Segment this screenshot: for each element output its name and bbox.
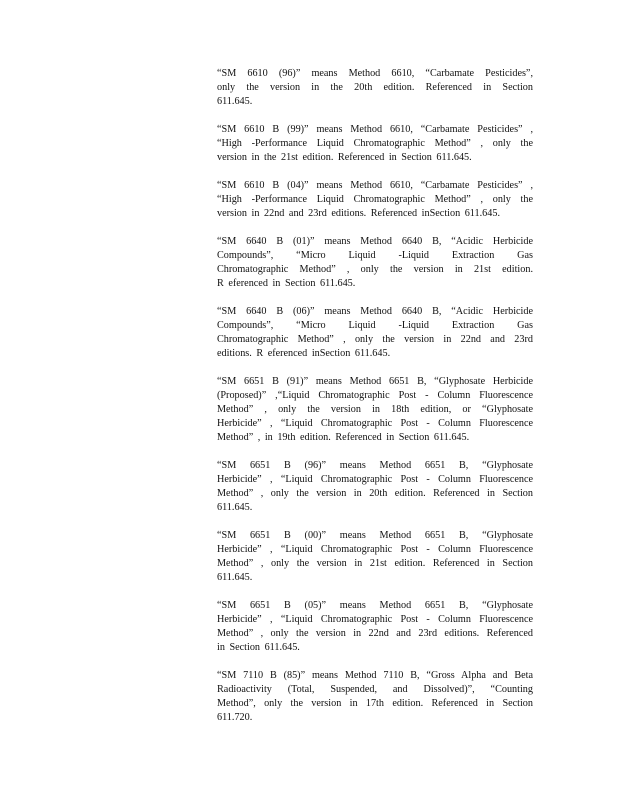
text-line: in Section 611.645.	[217, 642, 300, 653]
text-line: “SM 6651 B (00)” means Method 6651 B, “Glyphosate	[217, 530, 533, 541]
text-line: “SM 6640 B (06)” means Method 6640 B, “Acidic Herbicide	[217, 306, 533, 317]
text-line: Herbicide” , “Liquid Chromatographic Post - Column Fluorescence	[217, 544, 533, 555]
text-line: Herbicide” , “Liquid Chromatographic Post - Column Fluorescence	[217, 474, 533, 485]
text-line: “SM 6610 B (04)” means Method 6610, “Carbamate Pesticides” ,	[217, 180, 533, 191]
text-line: R eferenced in Section 611.645.	[217, 278, 356, 289]
text-line: Method” , only the version in 20th edition. Referenced in Section	[217, 488, 533, 499]
text-line: Compounds”, “Micro Liquid -Liquid Extraction Gas	[217, 250, 533, 261]
text-line: “SM 6651 B (91)” means Method 6651 B, “Glyphosate Herbicide	[217, 376, 533, 387]
text-line: “SM 6651 B (96)” means Method 6651 B, “Glyphosate	[217, 460, 533, 471]
text-line: “SM 6610 (96)” means Method 6610, “Carbamate Pesticides”,	[217, 68, 533, 79]
text-line: Chromatographic Method” , only the version in 22nd and 23rd	[217, 334, 533, 345]
text-line: editions. R eferenced inSection 611.645.	[217, 348, 391, 359]
text-line: Method” , in 19th edition. Referenced in Section 611.645.	[217, 432, 470, 443]
text-line: Method” , only the version in 18th edition, or “Glyphosate	[217, 404, 533, 415]
text-line: “SM 6610 B (99)” means Method 6610, “Carbamate Pesticides” ,	[217, 124, 533, 135]
text-line: (Proposed)” ,“Liquid Chromatographic Post - Column Fluorescence	[217, 390, 533, 401]
text-line: “SM 6651 B (05)” means Method 6651 B, “Glyphosate	[217, 600, 533, 611]
text-line: only the version in the 20th edition. Referenced in Section	[217, 82, 533, 93]
definition-sm-6610-96	[217, 67, 533, 109]
definition-sm-6610-b-04	[217, 179, 533, 221]
definition-sm-6651-b-00	[217, 529, 533, 585]
text-line: Method” , only the version in 21st edition. Referenced in Section	[217, 558, 533, 569]
text-line: Herbicide” , “Liquid Chromatographic Post - Column Fluorescence	[217, 614, 533, 625]
definition-sm-6651-b-96	[217, 459, 533, 515]
definition-sm-6640-b-06	[217, 305, 533, 361]
text-line: “High -Performance Liquid Chromatographic Method” , only the	[217, 194, 533, 205]
text-line: 611.645.	[217, 572, 253, 583]
text-line: Herbicide” , “Liquid Chromatographic Post - Column Fluorescence	[217, 418, 533, 429]
definition-sm-7110-b-85	[217, 669, 533, 725]
text-line: version in 22nd and 23rd editions. Referenced inSection 611.645.	[217, 208, 500, 219]
text-line: Compounds”, “Micro Liquid -Liquid Extraction Gas	[217, 320, 533, 331]
text-line: Method”, only the version in 17th edition. Referenced in Section	[217, 698, 533, 709]
document-body	[217, 67, 533, 739]
definition-sm-6610-b-99	[217, 123, 533, 165]
definition-sm-6640-b-01	[217, 235, 533, 291]
text-line: “SM 7110 B (85)” means Method 7110 B, “Gross Alpha and Beta	[217, 670, 533, 681]
text-line: “SM 6640 B (01)” means Method 6640 B, “Acidic Herbicide	[217, 236, 533, 247]
text-line: 611.720.	[217, 712, 253, 723]
text-line: Radioactivity (Total, Suspended, and Dissolved)”, “Counting	[217, 684, 533, 695]
text-line: 611.645.	[217, 96, 253, 107]
text-line: 611.645.	[217, 502, 253, 513]
text-line: Method” , only the version in 22nd and 23rd editions. Referenced	[217, 628, 533, 639]
definition-sm-6651-b-05	[217, 599, 533, 655]
definition-sm-6651-b-91	[217, 375, 533, 445]
text-line: version in the 21st edition. Referenced in Section 611.645.	[217, 152, 472, 163]
text-line: “High -Performance Liquid Chromatographic Method” , only the	[217, 138, 533, 149]
text-line: Chromatographic Method” , only the version in 21st edition.	[217, 264, 533, 275]
